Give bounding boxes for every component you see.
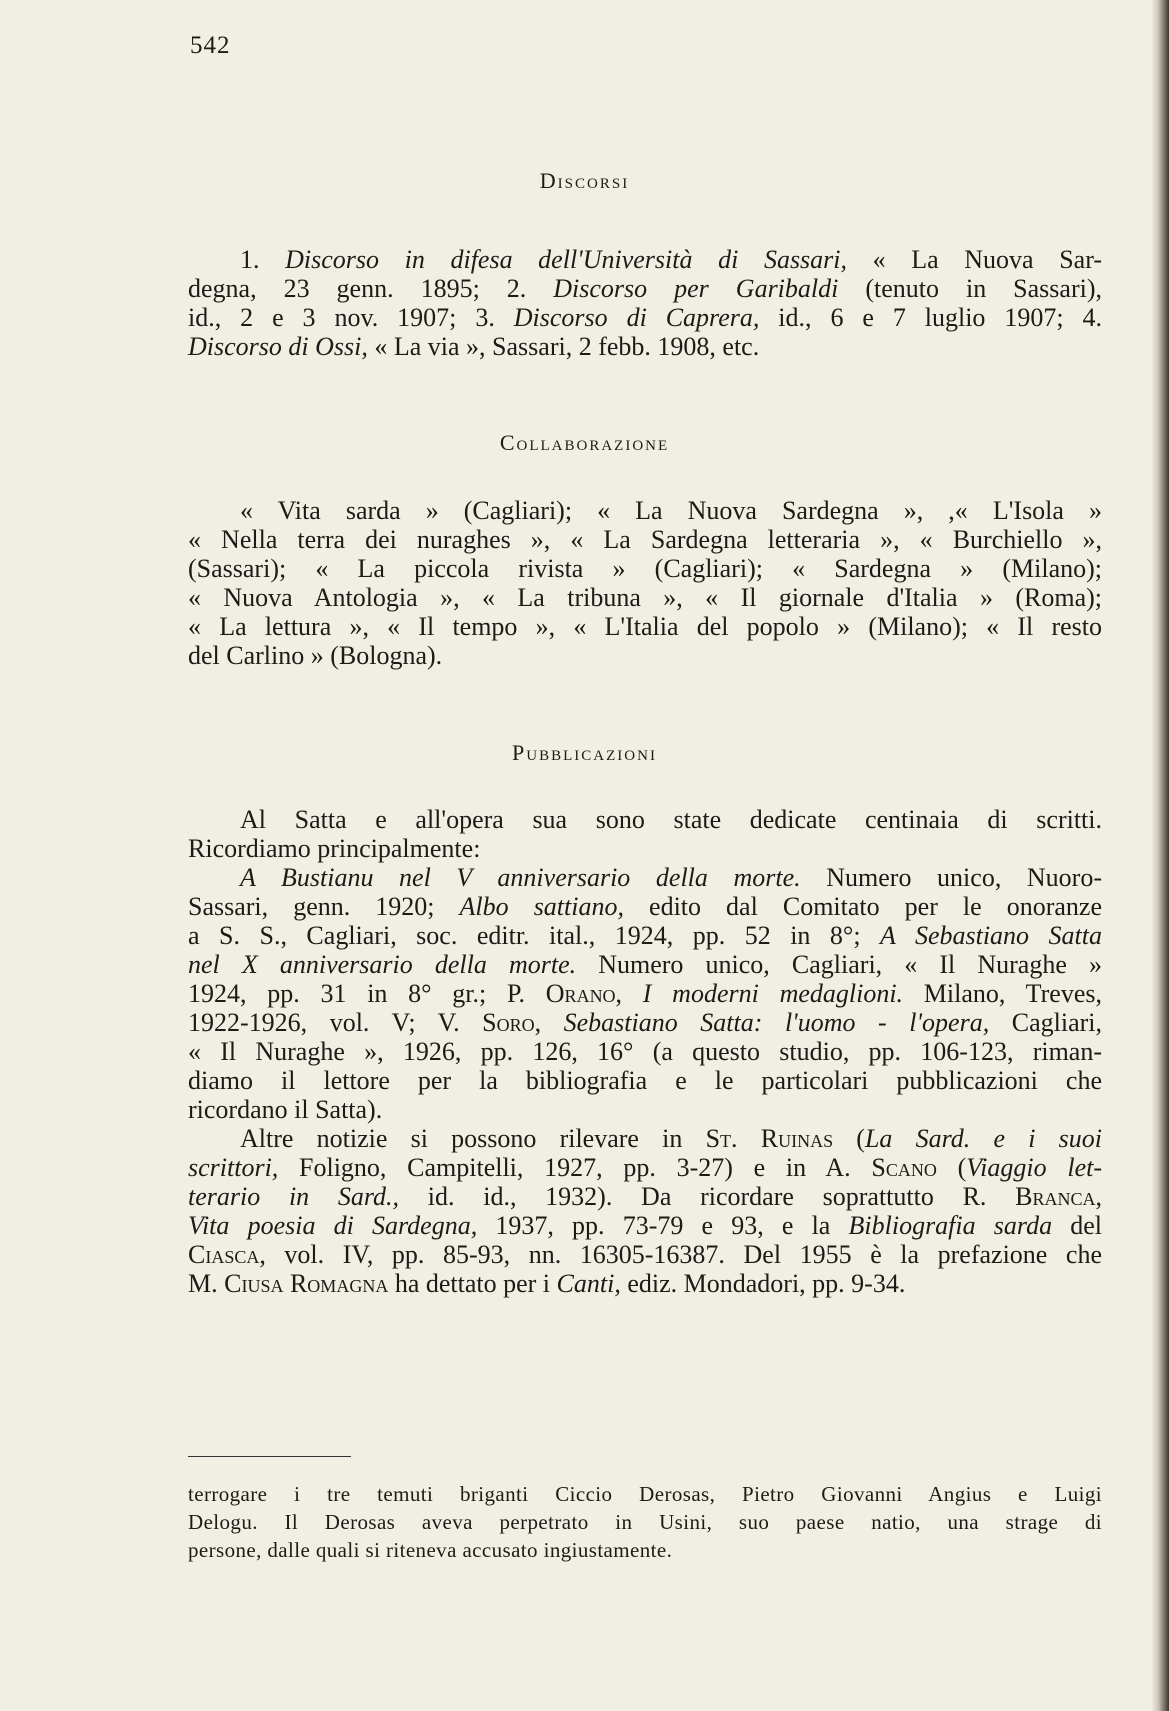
text-line: nel X anniversario della morte. Numero unico, Cagliari, « Il Nuraghe » — [188, 950, 1102, 979]
collaborazione-paragraph — [188, 496, 1102, 670]
text-line: A Bustianu nel V anniversario della morte. Numero unico, Nuoro- — [240, 863, 1103, 892]
text-line: ricordano il Satta). — [188, 1095, 383, 1124]
section-heading-discorsi: Discorsi — [539, 168, 630, 193]
text-line: diamo il lettore per la bibliografia e le particolari pubblicazioni che — [188, 1066, 1102, 1095]
text-line: del Carlino » (Bologna). — [188, 641, 443, 670]
footnote-line: Delogu. Il Derosas aveva perpetrato in Usini, suo paese natio, una strage di — [188, 1510, 1102, 1534]
text-line: M. Ciusa Romagna ha dettato per i Canti, ediz. Mondadori, pp. 9-34. — [188, 1269, 906, 1298]
section-heading-collaborazione: Collaborazione — [499, 430, 670, 455]
page-number: 542 — [190, 32, 231, 59]
text-line: a S. S., Cagliari, soc. editr. ital., 1924, pp. 52 in 8°; A Sebastiano Satta — [188, 921, 1102, 950]
discorsi-paragraph — [188, 245, 1102, 361]
footnote — [188, 1480, 1102, 1564]
text-line: 1922-1926, vol. V; V. Soro, Sebastiano Satta: l'uomo - l'opera, Cagliari, — [188, 1008, 1102, 1037]
footnote-line: persone, dalle quali si riteneva accusato ingiustamente. — [188, 1538, 673, 1562]
page-edge-shadow — [1151, 0, 1169, 1711]
pubblicazioni-paragraph-1 — [188, 805, 1102, 863]
text-line: Sassari, genn. 1920; Albo sattiano, edito dal Comitato per le onoranze — [188, 892, 1102, 921]
text-line: « Nella terra dei nuraghes », « La Sardegna letteraria », « Burchiello », — [188, 525, 1102, 554]
text-line: « Il Nuraghe », 1926, pp. 126, 16° (a questo studio, pp. 106-123, riman- — [188, 1037, 1102, 1066]
text-line: terario in Sard., id. id., 1932). Da ricordare soprattutto R. Branca, — [188, 1182, 1103, 1211]
text-line: Discorso di Ossi, « La via », Sassari, 2 febb. 1908, etc. — [188, 332, 760, 361]
section-heading-pubblicazioni: Pubblicazioni — [512, 740, 657, 765]
text-line: scrittori, Foligno, Campitelli, 1927, pp. 3-27) e in A. Scano (Viaggio let- — [188, 1153, 1102, 1182]
text-line: (Sassari); « La piccola rivista » (Cagliari); « Sardegna » (Milano); — [188, 554, 1102, 583]
footnote-line: terrogare i tre temuti briganti Ciccio Derosas, Pietro Giovanni Angius e Luigi — [188, 1482, 1102, 1506]
text-line: Al Satta e all'opera sua sono state dedicate centinaia di scritti. — [240, 805, 1102, 834]
text-line: Ricordiamo principalmente: — [188, 834, 481, 863]
footnote-divider — [188, 1456, 351, 1457]
text-line: « Nuova Antologia », « La tribuna », « Il giornale d'Italia » (Roma); — [188, 583, 1102, 612]
text-line: « Vita sarda » (Cagliari); « La Nuova Sardegna », ,« L'Isola » — [240, 496, 1102, 525]
text-line: degna, 23 genn. 1895; 2. Discorso per Garibaldi (tenuto in Sassari), — [188, 274, 1102, 303]
pubblicazioni-paragraph-3 — [188, 1124, 1102, 1298]
text-line: Ciasca, vol. IV, pp. 85-93, nn. 16305-16387. Del 1955 è la prefazione che — [188, 1240, 1102, 1269]
pubblicazioni-paragraph-2 — [188, 863, 1102, 1124]
text-line: Vita poesia di Sardegna, 1937, pp. 73-79 e 93, e la Bibliografia sarda del — [188, 1211, 1103, 1240]
text-line: 1. Discorso in difesa dell'Università di Sassari, « La Nuova Sar- — [240, 245, 1103, 274]
text-line: « La lettura », « Il tempo », « L'Italia del popolo » (Milano); « Il resto — [188, 612, 1102, 641]
text-line: id., 2 e 3 nov. 1907; 3. Discorso di Caprera, id., 6 e 7 luglio 1907; 4. — [188, 303, 1102, 332]
text-line: 1924, pp. 31 in 8° gr.; P. Orano, I moderni medaglioni. Milano, Treves, — [188, 979, 1102, 1008]
text-line: Altre notizie si possono rilevare in St. Ruinas (La Sard. e i suoi — [240, 1124, 1102, 1153]
